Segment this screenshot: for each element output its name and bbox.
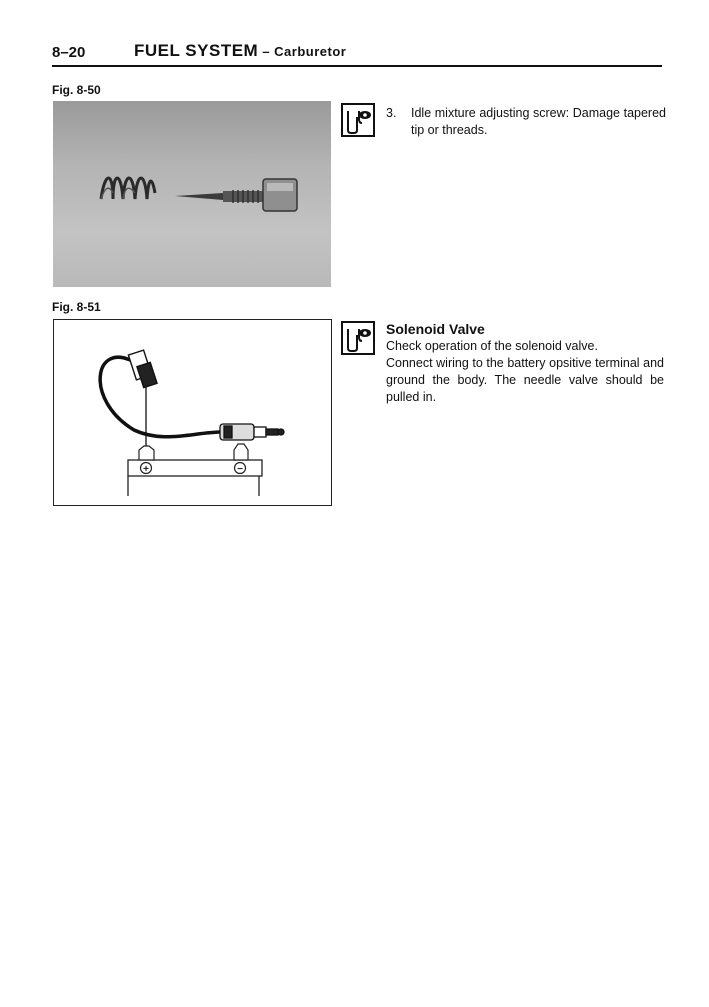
negative-symbol: −: [237, 464, 243, 475]
figure-label-8-50: Fig. 8-50: [52, 83, 101, 97]
connector-plug: [128, 350, 157, 387]
figure-label-8-51: Fig. 8-51: [52, 300, 101, 314]
solenoid-diagram-drawing: [54, 320, 331, 505]
terminal-posts: [139, 444, 248, 460]
spring-image: [101, 178, 155, 199]
positive-symbol: +: [143, 464, 149, 475]
section-heading: Solenoid Valve: [386, 321, 485, 337]
step-number: 3.: [386, 106, 397, 120]
inspect-icon: [341, 321, 375, 355]
solenoid-instruction-2: Connect wiring to the battery opsitive terminal and ground the body. The needle valve should be pulled in.: [386, 356, 664, 404]
solenoid-instruction-1: Check operation of the solenoid valve.: [386, 339, 598, 353]
solenoid-test-diagram: [53, 319, 332, 506]
section-title-main: FUEL SYSTEM: [134, 41, 259, 60]
section-subtitle: Carburetor: [274, 44, 347, 59]
page-number: 8–20: [52, 44, 86, 61]
solenoid-valve: [220, 424, 284, 440]
photo-illustration: [53, 101, 331, 287]
header-rule: [52, 65, 662, 67]
step-text: Idle mixture adjusting screw: Damage tapered tip or threads.: [411, 106, 666, 137]
section-title: [134, 41, 346, 61]
inspect-icon: [341, 103, 375, 137]
section-title-separator: –: [258, 44, 275, 59]
photo-idle-mixture-screw: [53, 101, 331, 287]
screw-image: [175, 179, 297, 211]
test-lead: [100, 357, 222, 446]
